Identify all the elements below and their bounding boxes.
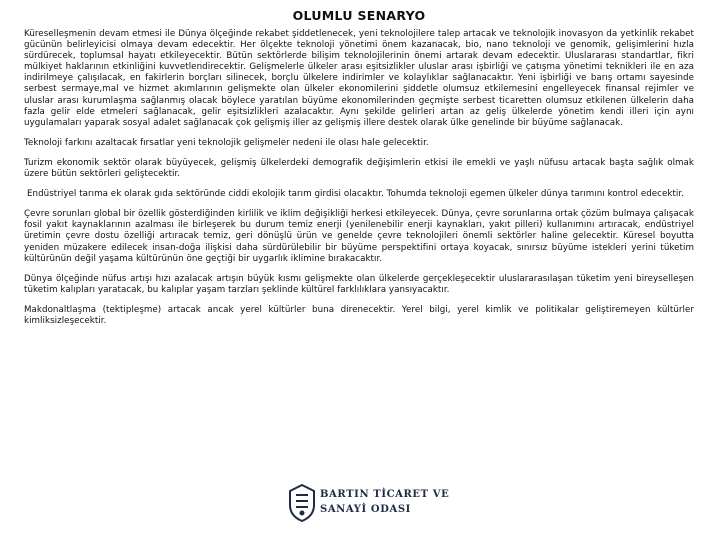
- paragraph-environment: Çevre sorunları global bir özellik gösterdiğinden kirlilik ve iklim değişikliği herkesi etkileyecek. Dünya, çevre sorunlarına ortak çözüm bulmaya çalışacak fosil yakıt kaynaklarının azalması ile birleşerek bu durum temiz enerji (yenilenebilir enerji kaynakları, yakıt pilleri) kullanımını artıracak, endüstriyel üretimin çevre dostu özelliği artıracak temiz, geri dönüşlü ürün ve genelde çevre teknolojileri önemli sektörler haline gelecektir. Küresel boyutta yeniden müzakere edilecek insan-doğa ilişkisi daha sürdürülebilir bir büyüme perspektifini ortaya koyacak, sınırsız büyüme istekleri yerini tüketim kültürünün değil yaşama kültürünün öne geçtiği bir uygarlık iklimine bırakacaktır.: [24, 209, 694, 264]
- paragraph-global-competition: Küreselleşmenin devam etmesi ile Dünya ölçeğinde rekabet şiddetlenecek, yeni teknolojilere talep artacak ve teknolojik inovasyon da yetkinlik rekabet gücünün belirleyicisi olmaya devam edecektir. Her ölçekte teknoloji yönetimi önem kazanacak, bio, nano teknoloji ve genomik, gelişimlerini hızla sürdürecek, toplumsal hayatı etkileyecektir. Bütün sektörlerde bilişim teknolojilerinin önemi artarak devam edecektir. Uluslararası standartlar, fikri mülkiyet haklarının etkinliğini kuvvetlendirecektir. Gelişmelerle ülkeler arası eşitsizlikler uluslar arası işbirliği ve çatışma yönetimi teknikleri ile en aza indirilmeye çalışılacak, en fakirlerin borçları silinecek, borçlu ülkelere indirimler ve kolaylıklar sağlanacaktır. Yeni işbirliği ve barış ortamı sayesinde serbest sermaye,mal ve hizmet akımlarının gelişmekte olan ülkeler ekonomilerini şiddetle olumsuz etkilemesini engelleyecek finansal rejimler ve uluslar arası kurumlaşma sağlanmış olacak böylece yaratılan büyüme ekonomilerinden geçmişte serbest ticaretten olumsuz etkilenen ülkelerin daha fazla gelir elde etmeleri sağlanacak, gelir eşitsizlikleri azalacaktır. Aynı şekilde gelirleri artan az geliş ülkelerde yönetim kendi illeri için aynı uygulamaları yaparak sosyal adalet sağlanacak çok gelişmiş iller az gelişmiş illere destek olarak ülke genelinde bir büyüme sağlanacak.: [24, 29, 694, 128]
- paragraph-tourism: Turizm ekonomik sektör olarak büyüyecek, gelişmiş ülkelerdeki demografik değişimlerin etkisi ile emekli ve yaşlı nüfusu artacak başta sağlık olmak üzere bütün sektörleri geliştecektir.: [24, 157, 694, 180]
- paragraph-population: Dünya ölçeğinde nüfus artışı hızı azalacak artışın büyük kısmı gelişmekte olan ülkelerde gerçekleşecektir uluslararasılaşan tüketim yeni bireyselleşen tüketim kalıpları yaratacak, bu kalıplar yaşam tarzları şeklinde kültürel farklılıklara yansıyacaktır.: [24, 273, 694, 295]
- page-title: OLUMLU SENARYO: [292, 8, 426, 23]
- paragraph-mcdonaldization: Makdonaltlaşma (tektipleşme) artacak ancak yerel kültürler buna direnecektir. Yerel bilgi, yerel kimlik ve politikalar geliştiremeyen kültürler kimliksizleşecektir.: [24, 304, 694, 326]
- paragraph-technology-gap: Teknoloji farkını azaltacak fırsatlar yeni teknolojik gelişmeler nedeni ile olası hale gelecektir.: [24, 137, 429, 148]
- logo-text-line1: BARTIN TİCARET VE: [320, 489, 450, 500]
- logo-text-line2: SANAYİ ODASI: [320, 504, 411, 515]
- document-page: [24, 8, 694, 336]
- paragraph-agriculture: Endüstriyel tarıma ek olarak gıda sektöründe ciddi ekolojik tarım girdisi olacaktır. Tohumda teknoloji egemen ülkeler dünya tarımını kontrol edecektir.: [27, 189, 685, 200]
- chamber-logo: [288, 483, 458, 527]
- chamber-emblem-icon: [288, 483, 316, 523]
